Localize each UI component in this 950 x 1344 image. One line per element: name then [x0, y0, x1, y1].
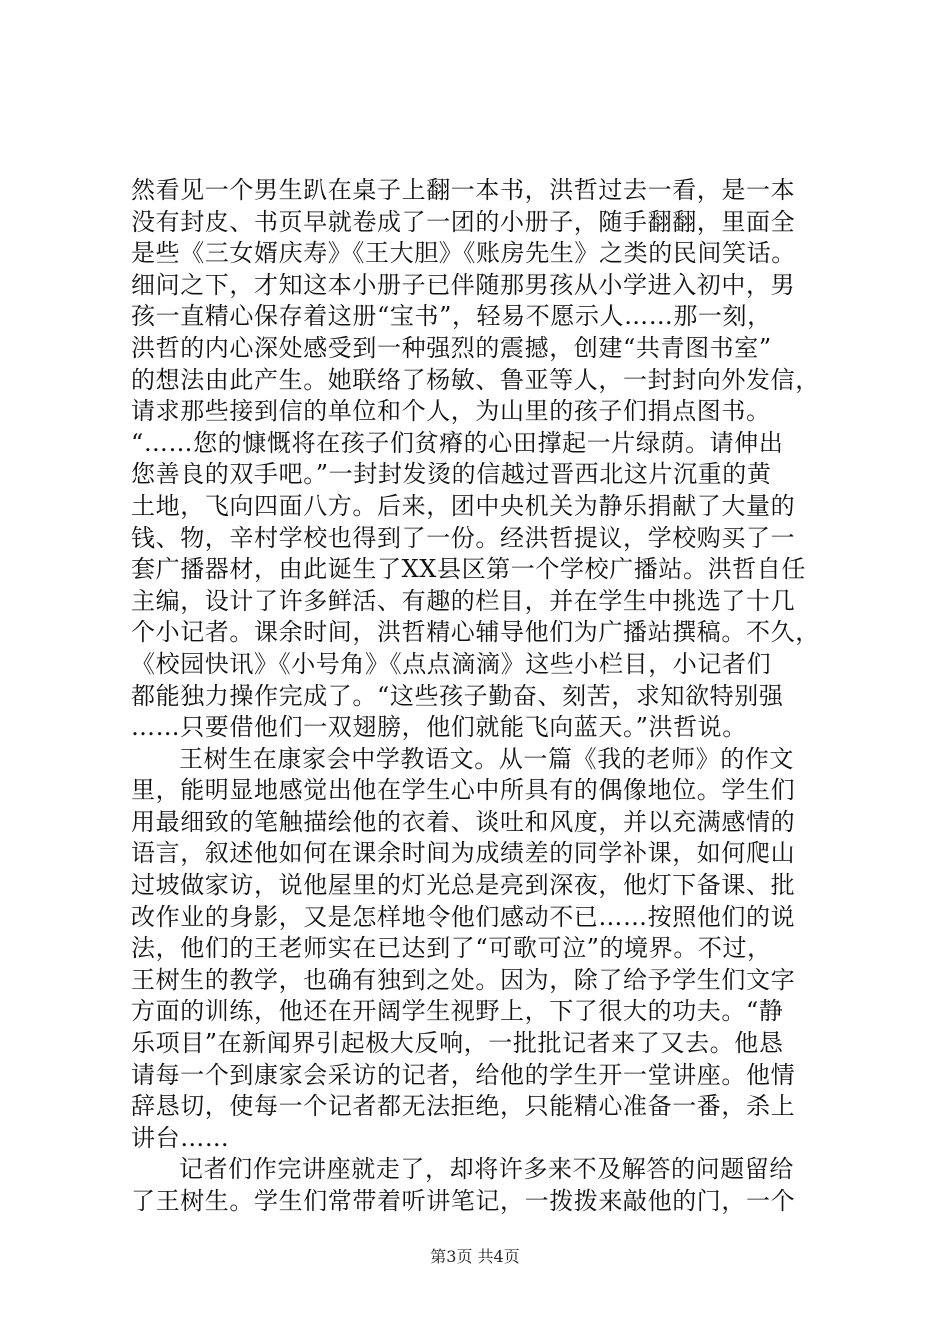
text-line: 主编，设计了许多鲜活、有趣的栏目，并在学生中挑选了十几 — [131, 586, 796, 615]
text-line: 乐项目”在新闻界引起极大反响，一批批记者来了又去。他恳 — [131, 1029, 784, 1058]
text-line: 用最细致的笔触描绘他的衣着、谈吐和风度，并以充满感情的 — [131, 807, 796, 836]
text-line: 的想法由此产生。她联络了杨敏、鲁亚等人，一封封向外发信， — [131, 365, 820, 394]
text-line: 记者们作完讲座就走了，却将许多来不及解答的问题留给 — [179, 1155, 794, 1184]
text-line: 《校园快讯》《小号角》《点点滴滴》这些小栏目，小记者们 — [131, 649, 772, 678]
text-line: 王树生在康家会中学教语文。从一篇《我的老师》的作文 — [179, 744, 794, 773]
text-line: 没有封皮、书页早就卷成了一团的小册子，随手翻翻，里面全 — [131, 207, 796, 236]
text-line: 您善良的双手吧。”一封封发烫的信越过晋西北这片沉重的黄 — [131, 460, 772, 489]
body-text — [131, 175, 827, 1218]
text-line: 过坡做家访，说他屋里的灯光总是亮到深夜，他灯下备课、批 — [131, 871, 796, 900]
text-line: 了王树生。学生们常带着听讲笔记，一拨拨来敲他的门，一个 — [131, 1187, 796, 1215]
text-line: 辞恳切，使每一个记者都无法拒绝，只能精心准备一番，杀上 — [131, 1092, 796, 1121]
text-line: 细问之下，才知这本小册子已伴随那男孩从小学进入初中，男 — [131, 270, 796, 299]
text-line: 里，能明显地感觉出他在学生心中所具有的偶像地位。学生们 — [131, 776, 796, 805]
text-line: 洪哲的内心深处感受到一种强烈的震撼，创建“共青图书室” — [131, 333, 772, 362]
text-line: 孩一直精心保存着这册“宝书”，轻易不愿示人……那一刻， — [131, 302, 772, 331]
text-line: 钱、物，辛村学校也得到了一份。经洪哲提议，学校购买了一 — [131, 523, 796, 552]
text-line: 请每一个到康家会采访的记者，给他的学生开一堂讲座。他情 — [131, 1060, 796, 1089]
text-line: 套广播器材，由此诞生了XX县区第一个学校广播站。洪哲自任 — [131, 555, 806, 584]
text-line: 方面的训练，他还在开阔学生视野上，下了很大的功夫。“静 — [131, 997, 784, 1026]
text-line: 都能独力操作完成了。“这些孩子勤奋、刻苦，求知欲特别强 — [131, 681, 784, 710]
text-line: 然看见一个男生趴在桌子上翻一本书，洪哲过去一看，是一本 — [131, 176, 796, 204]
text-line: ……只要借他们一双翅膀，他们就能飞向蓝天。”洪哲说。 — [131, 713, 747, 742]
text-line: 王树生的教学，也确有独到之处。因为，除了给予学生们文字 — [131, 965, 796, 994]
text-line: 改作业的身影，又是怎样地令他们感动不已……按照他们的说 — [131, 902, 796, 931]
text-line: 语言，叙述他如何在课余时间为成绩差的同学补课，如何爬山 — [131, 839, 796, 868]
text-line: 请求那些接到信的单位和个人，为山里的孩子们捐点图书。 — [131, 397, 771, 426]
text-line: 土地，飞向四面八方。后来，团中央机关为静乐捐献了大量的 — [131, 491, 796, 520]
text-line: “……您的慷慨将在孩子们贫瘠的心田撑起一片绿荫。请伸出 — [131, 428, 784, 457]
page-footer: 第3页 共4页 — [430, 1247, 520, 1266]
text-line: 个小记者。课余时间，洪哲精心辅导他们为广播站撰稿。不久， — [131, 618, 820, 647]
text-line: 是些《三女婿庆寿》《王大胆》《账房先生》之类的民间笑话。 — [131, 239, 796, 268]
text-line: 法，他们的王老师实在已达到了“可歌可泣”的境界。不过， — [131, 934, 772, 963]
text-line: 讲台…… — [131, 1123, 230, 1152]
